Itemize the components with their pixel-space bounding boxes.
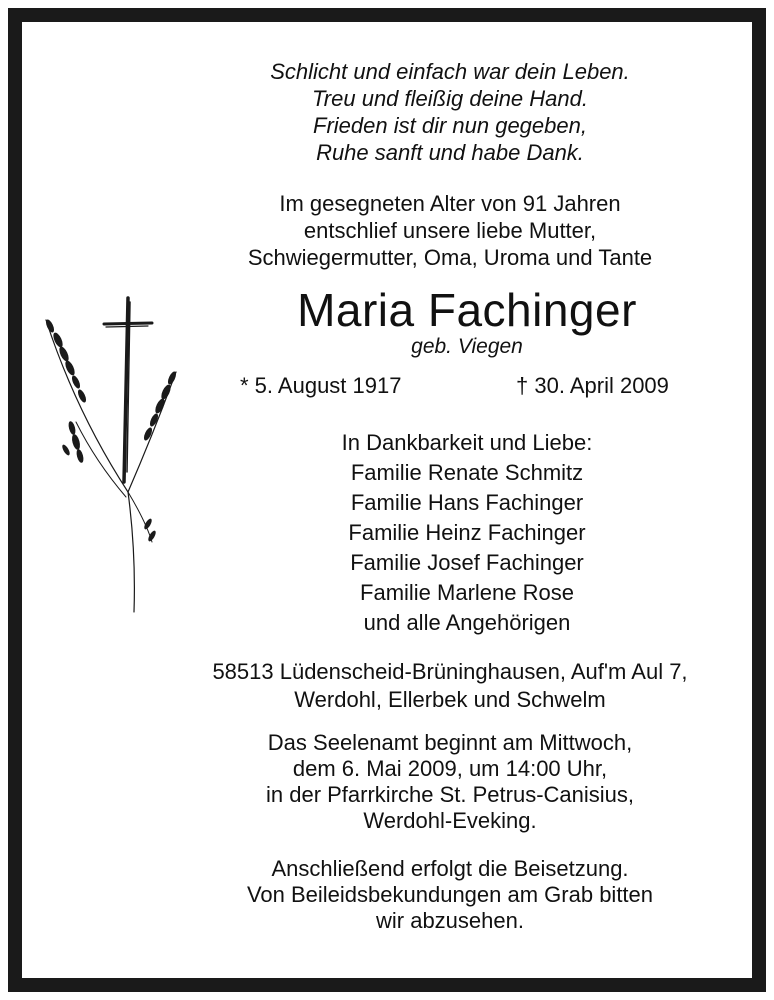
family-entry: Familie Renate Schmitz (350, 460, 584, 485)
service-line: Werdohl-Eveking. (363, 808, 537, 833)
address-line: 58513 Lüdenscheid-Brüninghausen, Auf'm Aul 7, (212, 659, 688, 684)
address-line: Werdohl, Ellerbek und Schwelm (294, 687, 606, 712)
family-entry: und alle Angehörigen (363, 610, 571, 635)
burial-line: Von Beileidsbekundungen am Grab bitten (246, 882, 654, 907)
thanks-heading: In Dankbarkeit und Liebe: (341, 430, 593, 455)
death-date: † 30. April 2009 (516, 373, 669, 398)
cross-with-wheat-icon (36, 292, 186, 622)
burial-note (140, 856, 760, 934)
poem-line: Frieden ist dir nun gegeben, (313, 113, 587, 138)
burial-line: Anschließend erfolgt die Beisetzung. (271, 856, 629, 881)
family-entry: Familie Heinz Fachinger (348, 520, 586, 545)
maiden-name: geb. Viegen (411, 335, 523, 358)
family-entry: Familie Hans Fachinger (350, 490, 584, 515)
deceased-name: Maria Fachinger (297, 284, 637, 336)
requiem-service-info (140, 730, 760, 834)
intro-line: Im gesegneten Alter von 91 Jahren (279, 191, 621, 216)
family-entry: Familie Josef Fachinger (350, 550, 584, 575)
burial-line: wir abzusehen. (376, 908, 524, 933)
service-line: in der Pfarrkirche St. Petrus-Canisius, (265, 782, 635, 807)
family-entry: Familie Marlene Rose (360, 580, 574, 605)
intro-line: entschlief unsere liebe Mutter, (303, 218, 597, 243)
poem-line: Ruhe sanft und habe Dank. (316, 140, 584, 165)
family-address (120, 658, 774, 714)
birth-date: * 5. August 1917 (240, 373, 402, 398)
service-line: dem 6. Mai 2009, um 14:00 Uhr, (292, 756, 608, 781)
intro-line: Schwiegermutter, Oma, Uroma und Tante (247, 245, 653, 270)
poem-line: Schlicht und einfach war dein Leben. (270, 59, 630, 84)
mourners-list (170, 428, 764, 638)
death-announcement-intro (140, 190, 760, 271)
poem-verse (140, 58, 760, 166)
poem-line: Treu und fleißig deine Hand. (312, 86, 588, 111)
service-line: Das Seelenamt beginnt am Mittwoch, (267, 730, 633, 755)
